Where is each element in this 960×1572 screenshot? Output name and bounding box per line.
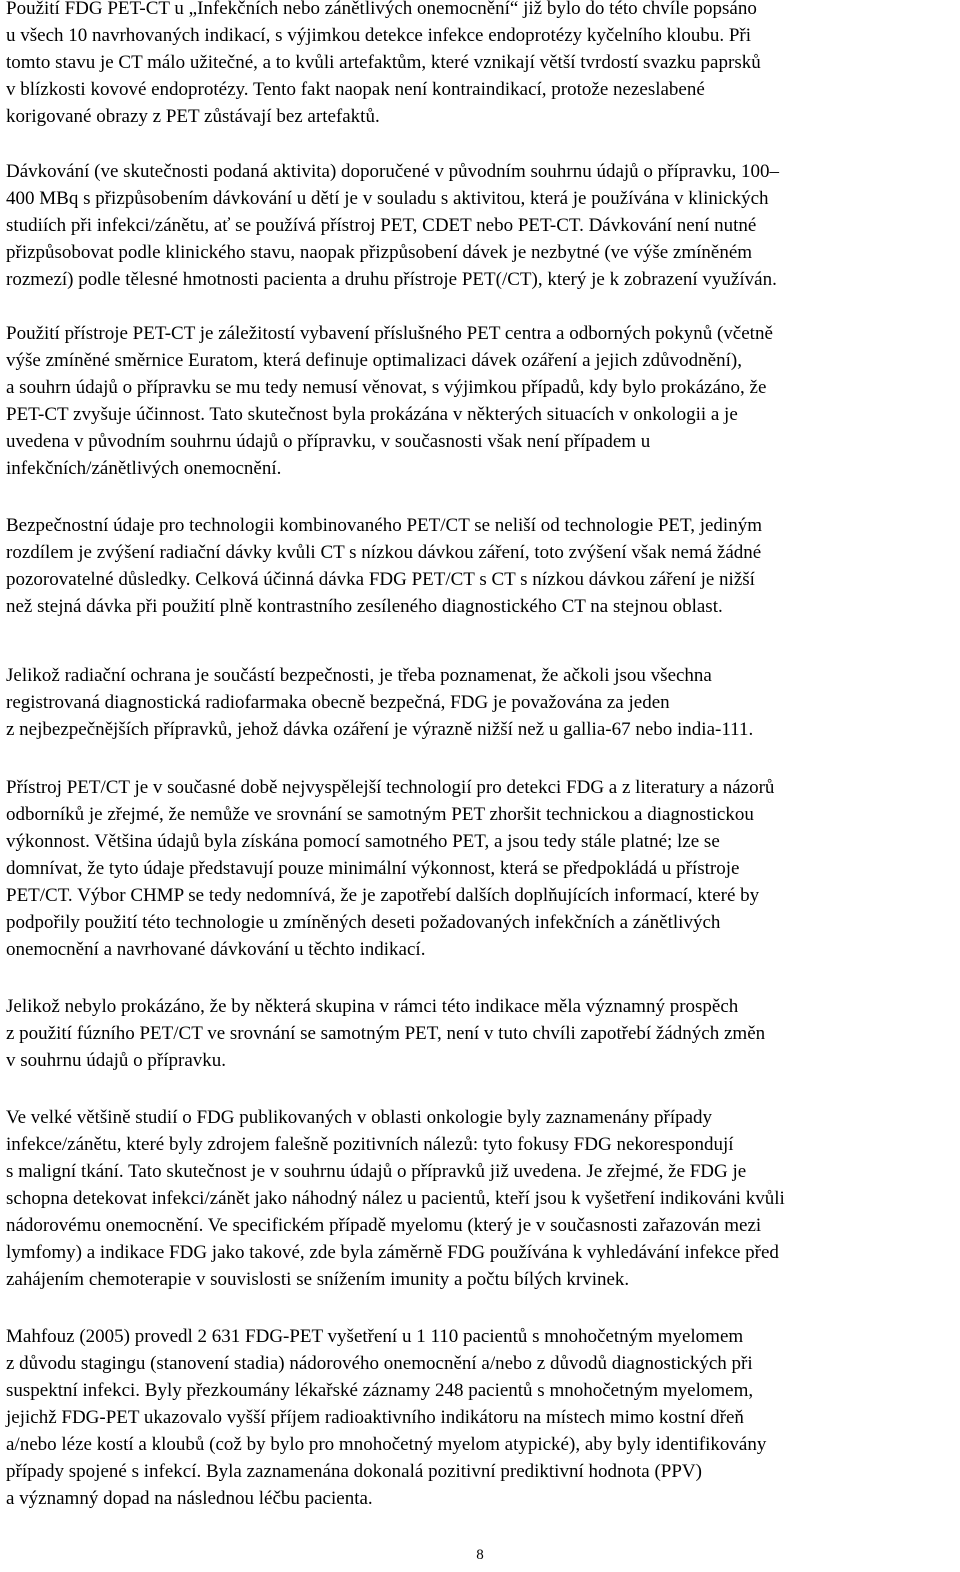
text-line: PET/CT. Výbor CHMP se tedy nedomnívá, že je zapotřebí dalších doplňujících informací, které by [6,885,760,906]
text-line: Jelikož nebylo prokázáno, že by některá skupina v rámci této indikace měla významný prospěch [6,996,739,1017]
text-line: lymfomy) a indikace FDG jako takové, zde byla záměrně FDG používána k vyhledávání infekce před [6,1242,779,1263]
paragraph-fdg-petct-indications [6,0,956,130]
text-line: schopna detekovat infekci/zánět jako náhodný nález u pacientů, kteří jsou k vyšetření indikováni kvůli [6,1188,785,1209]
text-line: infekčních/zánětlivých onemocnění. [6,458,282,479]
text-line: podpořily použití této technologie u zmíněných deseti požadovaných infekčních a zánětlivých [6,912,721,933]
text-line: pozorovatelné důsledky. Celková účinná dávka FDG PET/CT s CT s nízkou dávkou záření je nižší [6,569,755,590]
text-line: a významný dopad na následnou léčbu pacienta. [6,1488,373,1509]
text-line: Jelikož radiační ochrana je součástí bezpečnosti, je třeba poznamenat, že ačkoli jsou všechna [6,665,712,686]
text-line: Použití FDG PET-CT u „Infekčních nebo zánětlivých onemocnění“ již bylo do této chvíle popsáno [6,0,757,19]
text-line: uvedena v původním souhrnu údajů o přípravku, v současnosti však není případem u [6,431,651,452]
text-line: a/nebo léze kostí a kloubů (což by bylo pro mnohočetný myelom atypické), aby byly identifikovány [6,1434,767,1455]
text-line: Bezpečnostní údaje pro technologii kombinovaného PET/CT se neliší od technologie PET, jediným [6,515,762,536]
text-line: jejichž FDG-PET ukazovalo vyšší příjem radioaktivního indikátoru na místech mimo kostní dřeň [6,1407,744,1428]
text-line: v blízkosti kovové endoprotézy. Tento fakt naopak není kontraindikací, protože nezeslabené [6,79,705,100]
paragraph-safety-data [6,512,956,620]
text-line: a souhrn údajů o přípravku se mu tedy nemusí věnovat, s výjimkou případů, kdy bylo prokázáno, že [6,377,767,398]
text-line: onemocnění a navrhované dávkování u těchto indikací. [6,939,426,960]
text-line: tomto stavu je CT málo užitečné, a to kvůli artefaktům, které vznikají větší tvrdostí svazku paprsků [6,52,761,73]
text-line: výše zmíněné směrnice Euratom, která definuje optimalizaci dávek ozáření a jejich zdůvodnění), [6,350,742,371]
text-line: přizpůsobovat podle klinického stavu, naopak přizpůsobení dávek je nezbytné (ve výše zmíněném [6,242,753,263]
text-line: 400 MBq s přizpůsobením dávkování u dětí je v souladu s aktivitou, která je používána v klinických [6,188,769,209]
text-line: domnívat, že tyto údaje představují pouze minimální výkonnost, která se předpokládá u přístroje [6,858,740,879]
text-line: Dávkování (ve skutečnosti podaná aktivita) doporučené v původním souhrnu údajů o přípravku, 100– [6,161,780,182]
text-line: Ve velké většině studií o FDG publikovaných v oblasti onkologie byly zaznamenány případy [6,1107,713,1128]
text-line: Použití přístroje PET-CT je záležitostí vybavení příslušného PET centra a odborných pokynů (včetně [6,323,773,344]
text-line: rozmezí) podle tělesné hmotnosti pacienta a druhu přístroje PET(/CT), který je k zobrazení využíván. [6,269,777,290]
text-line: z použití fúzního PET/CT ve srovnání se samotným PET, není v tuto chvíli zapotřebí žádných změn [6,1023,766,1044]
text-line: případy spojené s infekcí. Byla zaznamenána dokonalá pozitivní prediktivní hodnota (PPV) [6,1461,702,1482]
text-line: u všech 10 navrhovaných indikací, s výjimkou detekce infekce endoprotézy kyčelního kloubu. Při [6,25,752,46]
paragraph-petct-technology [6,774,956,963]
text-line: studiích při infekci/zánětu, ať se používá přístroj PET, CDET nebo PET-CT. Dávkování není nutné [6,215,757,236]
text-line: suspektní infekci. Byly přezkoumány lékařské záznamy 248 pacientů s mnohočetným myelomem, [6,1380,754,1401]
paragraph-petct-device-use [6,320,956,482]
text-line: z důvodu stagingu (stanovení stadia) nádorového onemocnění a/nebo z důvodů diagnostických při [6,1353,753,1374]
text-line: Přístroj PET/CT je v současné době nejvyspělejší technologií pro detekci FDG a z literatury a názorů [6,777,775,798]
text-line: PET-CT zvyšuje účinnost. Tato skutečnost byla prokázána v některých situacích v onkologii a je [6,404,738,425]
paragraph-mahfouz-study [6,1323,956,1512]
text-line: zahájením chemoterapie v souvislosti se snížením imunity a počtu bílých krvinek. [6,1269,630,1290]
text-line: Mahfouz (2005) provedl 2 631 FDG-PET vyšetření u 1 110 pacientů s mnohočetným myelomem [6,1326,744,1347]
paragraph-dosage [6,158,956,293]
paragraph-oncology-studies [6,1104,956,1293]
text-line: korigované obrazy z PET zůstávají bez artefaktů. [6,106,380,127]
text-line: infekce/zánětu, které byly zdrojem falešně pozitivních nálezů: tyto fokusy FDG nekorespondují [6,1134,734,1155]
text-line: než stejná dávka při použití plně kontrastního zesíleného diagnostického CT na stejnou oblast. [6,596,723,617]
text-line: v souhrnu údajů o přípravku. [6,1050,227,1071]
paragraph-fusion-petct [6,993,956,1074]
paragraph-radiation-protection [6,662,956,743]
text-line: nádorovému onemocnění. Ve specifickém případě myelomu (který je v současnosti zařazován mezi [6,1215,762,1236]
text-line: z nejbezpečnějších přípravků, jehož dávka ozáření je výrazně nižší než u gallia-67 nebo india-111. [6,719,754,740]
text-line: odborníků je zřejmé, že nemůže ve srovnání se samotným PET zhoršit technickou a diagnostickou [6,804,754,825]
text-line: registrovaná diagnostická radiofarmaka obecně bezpečná, FDG je považována za jeden [6,692,670,713]
text-line: s maligní tkání. Tato skutečnost je v souhrnu údajů o přípravků již uvedena. Je zřejmé, že FDG je [6,1161,747,1182]
page-number: 8 [476,1547,484,1563]
text-line: výkonnost. Většina údajů byla získána pomocí samotného PET, a jsou tedy stále platné; lze se [6,831,720,852]
text-line: rozdílem je zvýšení radiační dávky kvůli CT s nízkou dávkou záření, toto zvýšení však nemá žádné [6,542,762,563]
